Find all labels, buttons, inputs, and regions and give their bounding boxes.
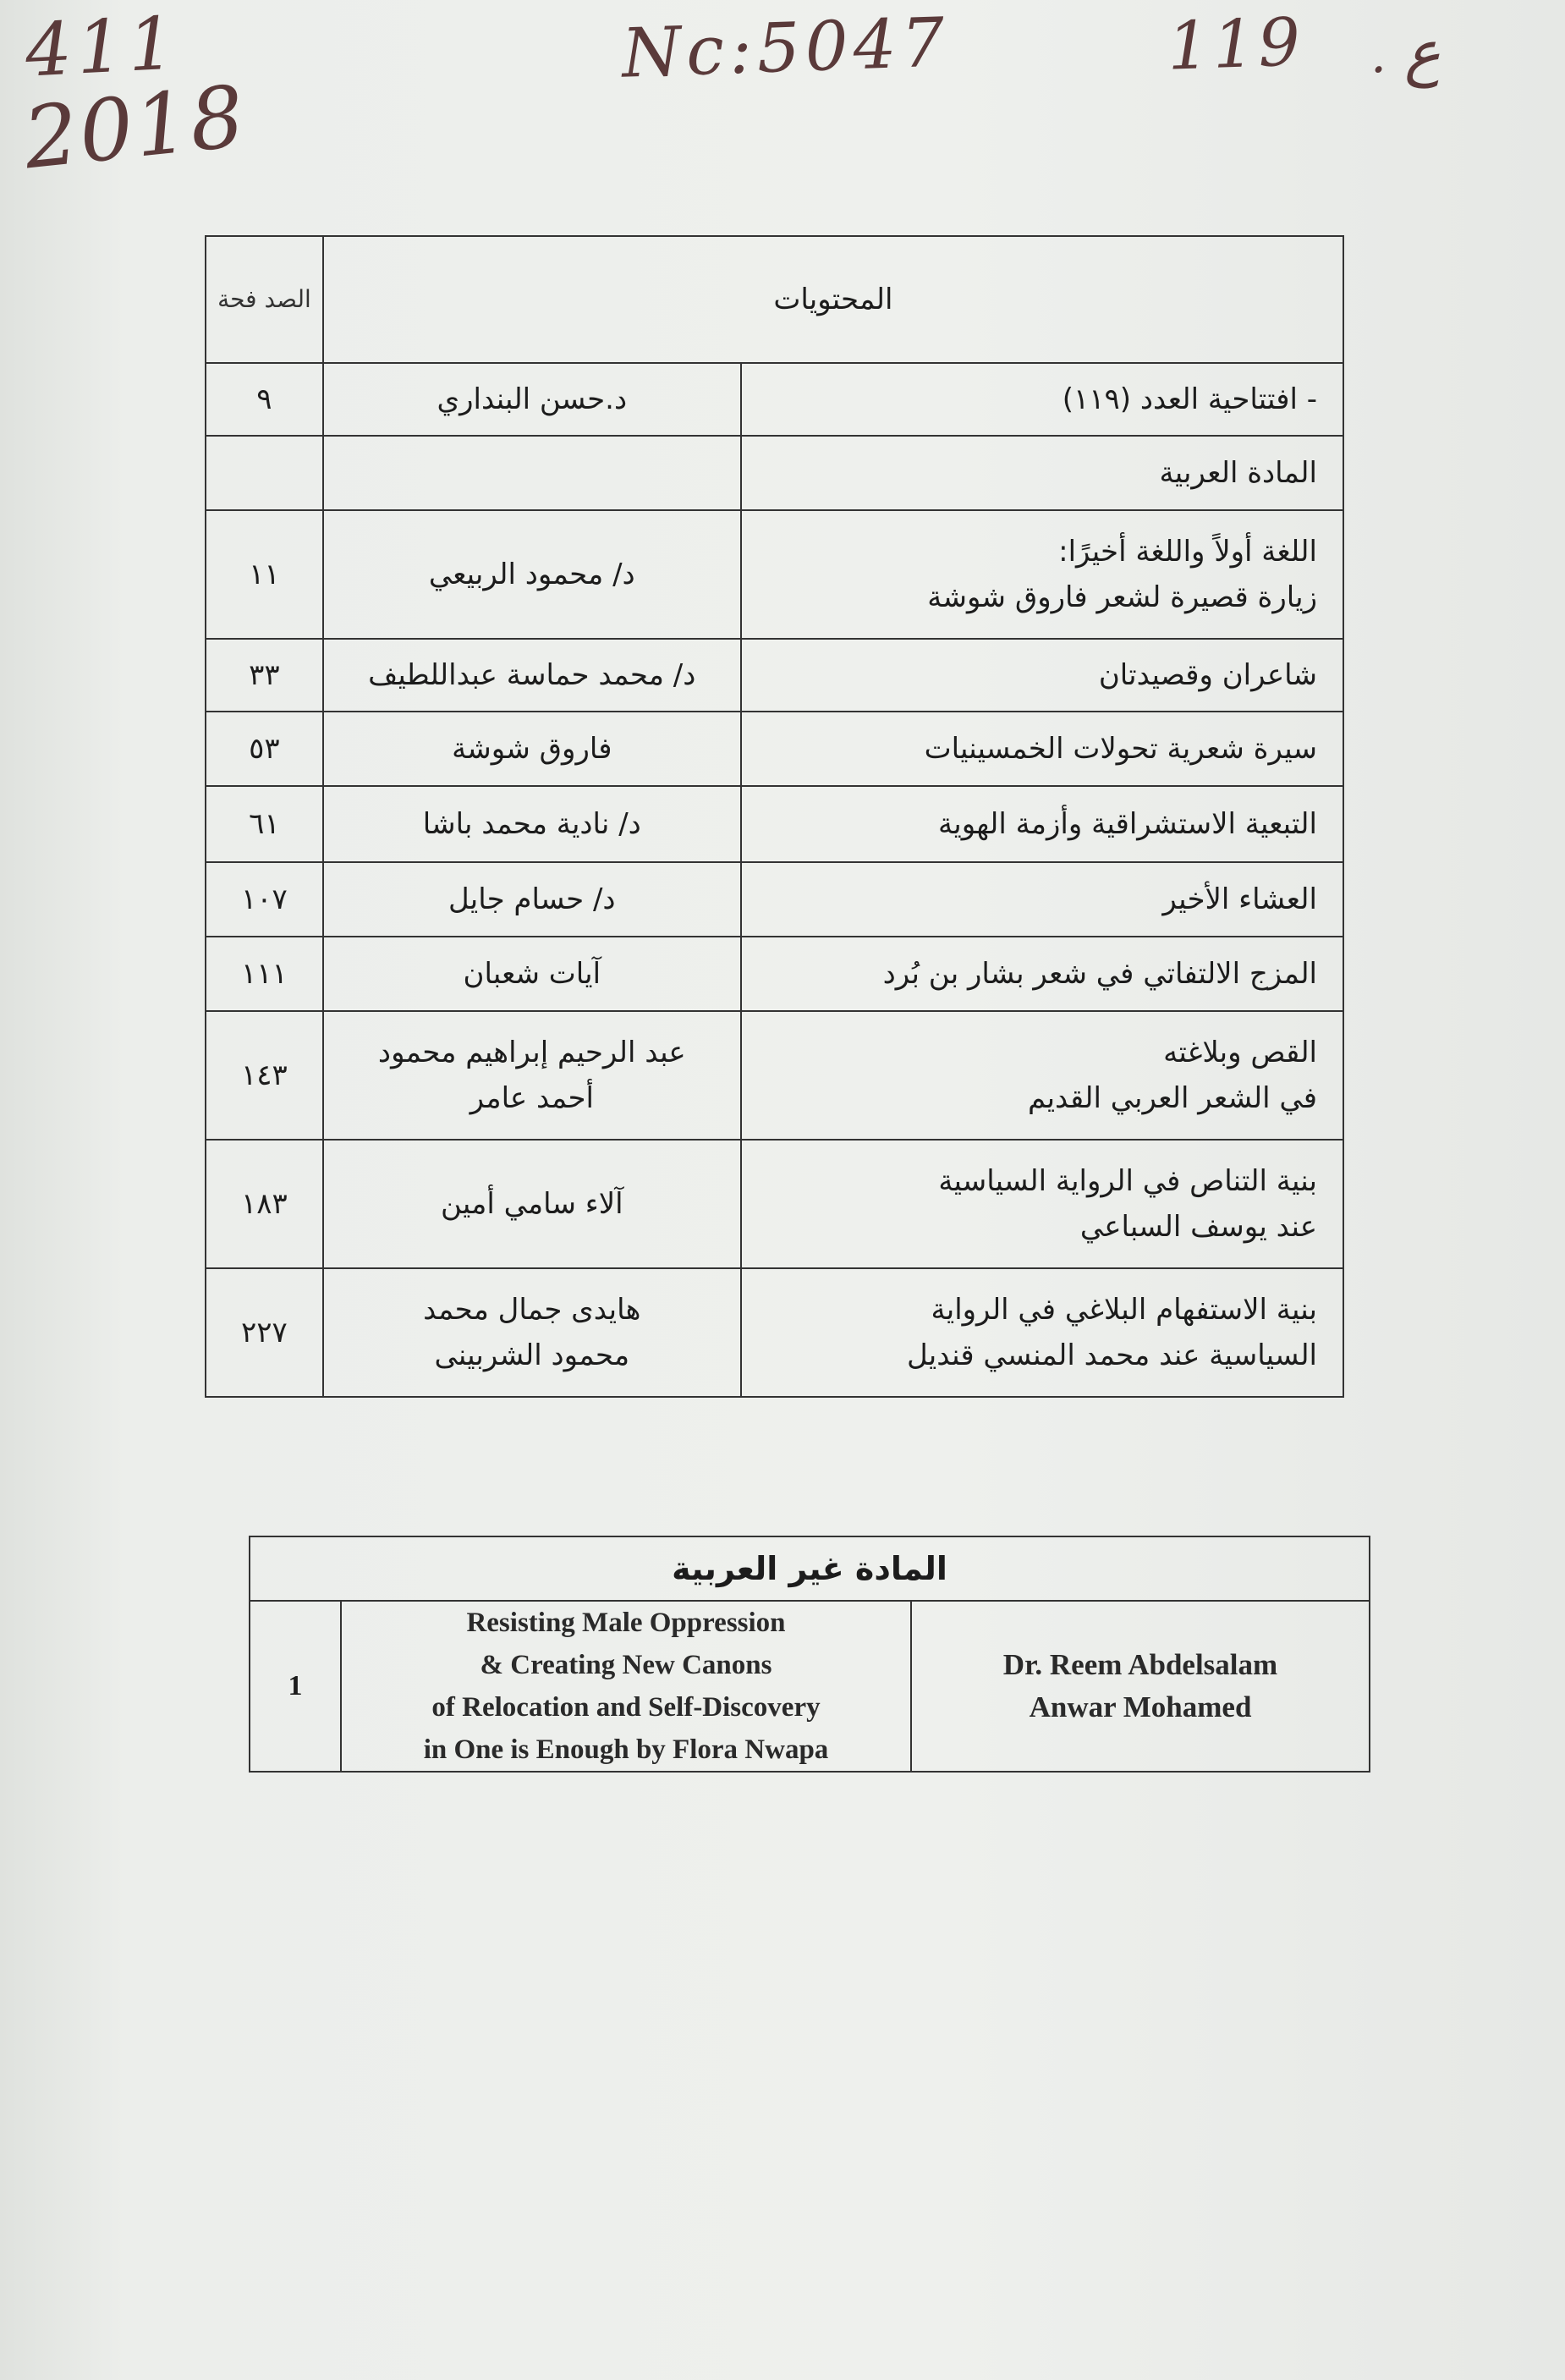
article-title-line: في الشعر العربي القديم — [1027, 1081, 1317, 1115]
article-author-line: آيات شعبان — [463, 957, 601, 991]
non-arabic-heading: المادة غير العربية — [250, 1536, 1370, 1601]
article-title-line: in One is Enough by Flora Nwapa — [423, 1734, 829, 1765]
page-number: ٢٢٧ — [206, 1268, 323, 1397]
contents-row — [206, 712, 1343, 786]
contents-row — [206, 786, 1343, 862]
article-author — [323, 363, 741, 436]
article-author — [323, 712, 741, 786]
article-title-line: المزج الالتفاتي في شعر بشار بن بُرد — [882, 957, 1317, 991]
handwritten-year: 2018 — [19, 66, 250, 189]
page-number: ٥٣ — [206, 712, 323, 786]
page-number: ١١١ — [206, 937, 323, 1011]
article-title — [741, 786, 1343, 862]
article-title-line: - افتتاحية العدد (١١٩) — [1062, 382, 1317, 416]
article-author — [323, 510, 741, 639]
handwritten-letter: ع — [1404, 17, 1441, 88]
page-number: ١٠٧ — [206, 862, 323, 937]
article-title-line: بنية الاستفهام البلاغي في الرواية — [931, 1293, 1317, 1327]
article-title — [741, 862, 1343, 937]
page-number: 1 — [250, 1601, 341, 1772]
handwritten-number: 411 — [23, 1, 182, 94]
contents-header-row — [206, 236, 1343, 363]
contents-row — [206, 1011, 1343, 1140]
article-author-line: د/ نادية محمد باشا — [422, 807, 641, 841]
article-author-line: فاروق شوشة — [452, 732, 612, 766]
page-number: ١٤٣ — [206, 1011, 323, 1140]
non-arabic-header-row — [250, 1536, 1370, 1601]
page-number: ١١ — [206, 510, 323, 639]
contents-row — [206, 363, 1343, 436]
article-title — [741, 1268, 1343, 1397]
contents-row — [206, 510, 1343, 639]
article-author — [323, 1268, 741, 1397]
article-author-line: د/ محمود الربيعي — [428, 558, 635, 591]
article-author — [323, 1140, 741, 1268]
article-title-line: المادة العربية — [1159, 456, 1317, 490]
article-author-line: أحمد عامر — [470, 1081, 594, 1115]
non-arabic-contents-table — [249, 1536, 1370, 1773]
handwritten-issue-number: 119 — [1166, 4, 1305, 85]
article-author-line: محمود الشربينى — [434, 1338, 630, 1372]
article-title — [341, 1601, 911, 1772]
article-author-line: د/ حسام جايل — [448, 882, 616, 916]
contents-row — [206, 1140, 1343, 1268]
arabic-contents-table — [205, 235, 1344, 1398]
article-author — [323, 1011, 741, 1140]
article-title-line: عند يوسف السباعي — [1079, 1210, 1317, 1244]
article-title-line: Resisting Male Oppression — [466, 1608, 786, 1638]
article-author — [323, 937, 741, 1011]
article-author-line: عبد الرحيم إبراهيم محمود — [377, 1036, 686, 1069]
article-title — [741, 510, 1343, 639]
article-author — [323, 862, 741, 937]
article-title-line: زيارة قصيرة لشعر فاروق شوشة — [927, 580, 1317, 614]
article-title-line: شاعران وقصيدتان — [1098, 658, 1317, 692]
article-title — [741, 436, 1343, 510]
article-author-line: د/ محمد حماسة عبداللطيف — [368, 658, 696, 692]
article-author — [323, 436, 741, 510]
article-author-line: هايدى جمال محمد — [423, 1293, 641, 1327]
article-title-line: بنية التناص في الرواية السياسية — [938, 1164, 1317, 1198]
article-author-line: Anwar Mohamed — [1029, 1690, 1252, 1723]
article-title — [741, 937, 1343, 1011]
contents-row — [206, 937, 1343, 1011]
article-title-line: اللغة أولاً واللغة أخيرًا: — [1058, 535, 1317, 569]
article-title — [741, 639, 1343, 712]
article-title-line: العشاء الأخير — [1162, 882, 1317, 916]
handwritten-code: Nc:5047 — [620, 3, 951, 93]
contents-row — [206, 862, 1343, 937]
article-title — [741, 1140, 1343, 1268]
article-title-line: التبعية الاستشراقية وأزمة الهوية — [938, 807, 1317, 841]
article-author — [323, 786, 741, 862]
article-author — [323, 639, 741, 712]
article-author-line: Dr. Reem Abdelsalam — [1002, 1648, 1278, 1681]
page-number: ٩ — [206, 363, 323, 436]
article-author-line: د.حسن البنداري — [437, 382, 628, 416]
page-number — [206, 436, 323, 510]
contents-row — [206, 639, 1343, 712]
page-number: ٣٣ — [206, 639, 323, 712]
contents-heading: المحتويات — [323, 236, 1343, 363]
contents-row — [206, 436, 1343, 510]
article-title — [741, 712, 1343, 786]
article-title-line: السياسية عند محمد المنسي قنديل — [907, 1338, 1317, 1372]
article-title — [741, 1011, 1343, 1140]
article-author — [911, 1601, 1370, 1772]
article-title — [741, 363, 1343, 436]
article-title-line: سيرة شعرية تحولات الخمسينيات — [924, 732, 1317, 766]
non-arabic-row — [250, 1601, 1370, 1772]
article-author-line: آلاء سامي أمين — [440, 1187, 623, 1221]
article-title-line: القص وبلاغته — [1163, 1036, 1317, 1069]
contents-row — [206, 1268, 1343, 1397]
article-title-line: of Relocation and Self-Discovery — [431, 1692, 821, 1723]
article-title-line: & Creating New Canons — [480, 1650, 772, 1680]
page-column-heading: الصد فحة — [206, 236, 323, 363]
page-number: ٦١ — [206, 786, 323, 862]
page-number: ١٨٣ — [206, 1140, 323, 1268]
handwritten-dot: . — [1370, 25, 1387, 85]
